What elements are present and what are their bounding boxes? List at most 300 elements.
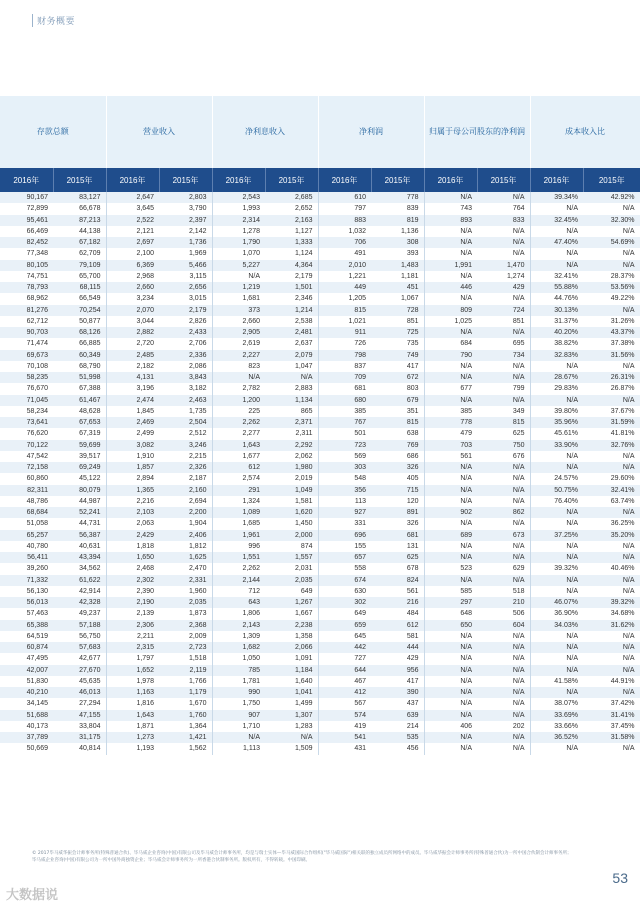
table-row <box>0 226 640 237</box>
table-row <box>0 372 640 383</box>
table-cell: 2,723 <box>159 642 212 653</box>
table-cell: 449 <box>318 282 371 293</box>
table-cell: 1,735 <box>159 406 212 417</box>
table-cell: N/A <box>530 226 583 237</box>
table-cell: 2,315 <box>106 642 159 653</box>
table-cell: N/A <box>477 743 530 754</box>
table-cell: 331 <box>318 518 371 529</box>
table-cell: 1,163 <box>106 687 159 698</box>
table-cell: 2,227 <box>212 350 265 361</box>
table-cell: 66,678 <box>53 203 106 214</box>
table-cell: 2,685 <box>265 192 318 203</box>
table-cell: 214 <box>371 721 424 732</box>
table-cell: 1,091 <box>265 653 318 664</box>
table-cell: 90,703 <box>0 327 53 338</box>
table-cell: 2,474 <box>106 395 159 406</box>
table-cell: N/A <box>583 305 640 316</box>
table-cell: 71,332 <box>0 575 53 586</box>
table-cell: N/A <box>424 687 477 698</box>
table-cell: 40,173 <box>0 721 53 732</box>
table-cell: N/A <box>530 518 583 529</box>
table-cell: 891 <box>371 507 424 518</box>
table-cell: 1,760 <box>159 710 212 721</box>
table-cell: 78,793 <box>0 282 53 293</box>
table-cell: 2,306 <box>106 620 159 631</box>
table-cell: 1,818 <box>106 541 159 552</box>
table-cell: 659 <box>318 620 371 631</box>
table-cell: 585 <box>424 586 477 597</box>
table-cell: 769 <box>371 440 424 451</box>
table-cell: 491 <box>318 248 371 259</box>
table-cell: 65,257 <box>0 530 53 541</box>
table-cell: 2,187 <box>159 473 212 484</box>
table-cell: 39.32% <box>583 597 640 608</box>
table-cell: 2,647 <box>106 192 159 203</box>
table-cell: 778 <box>424 417 477 428</box>
table-cell: N/A <box>424 226 477 237</box>
table-cell: 326 <box>371 462 424 473</box>
table-cell: 393 <box>371 248 424 259</box>
table-cell: 29.60% <box>583 473 640 484</box>
table-cell: 202 <box>477 721 530 732</box>
table-cell: 417 <box>371 361 424 372</box>
table-cell: N/A <box>477 676 530 687</box>
table-cell: 120 <box>371 496 424 507</box>
table-cell: 37,789 <box>0 732 53 743</box>
table-cell: N/A <box>583 361 640 372</box>
table-cell: 351 <box>371 406 424 417</box>
table-cell: N/A <box>424 676 477 687</box>
table-cell: N/A <box>583 260 640 271</box>
table-cell: 799 <box>477 383 530 394</box>
table-cell: 535 <box>371 732 424 743</box>
table-cell: 62,712 <box>0 316 53 327</box>
table-cell: 561 <box>424 451 477 462</box>
table-cell: 42,914 <box>53 586 106 597</box>
table-cell: N/A <box>530 462 583 473</box>
table-cell: 390 <box>371 687 424 698</box>
table-cell: 37.67% <box>583 406 640 417</box>
table-cell: 40,210 <box>0 687 53 698</box>
table-cell: 40,631 <box>53 541 106 552</box>
table-cell: 412 <box>318 687 371 698</box>
table-cell: 65,388 <box>0 620 53 631</box>
table-cell: 2,086 <box>159 361 212 372</box>
table-cell: N/A <box>265 732 318 743</box>
table-group-header-row <box>0 96 640 168</box>
table-row <box>0 507 640 518</box>
table-cell: 1,047 <box>265 361 318 372</box>
table-cell: 72,899 <box>0 203 53 214</box>
table-cell: 60,349 <box>53 350 106 361</box>
table-cell: 38.07% <box>530 698 583 709</box>
table-cell: 2,262 <box>212 563 265 574</box>
table-cell: 39.32% <box>530 563 583 574</box>
table-cell: N/A <box>477 710 530 721</box>
table-cell: N/A <box>424 743 477 754</box>
table-cell: N/A <box>424 462 477 473</box>
header-net-interest-income: 净利息收入 <box>212 96 318 168</box>
table-cell: 3,044 <box>106 316 159 327</box>
table-cell: 42,677 <box>53 653 106 664</box>
table-cell: 1,857 <box>106 462 159 473</box>
table-cell: 2,522 <box>106 215 159 226</box>
table-cell: 681 <box>371 530 424 541</box>
table-cell: 1,181 <box>371 271 424 282</box>
table-cell: 5,466 <box>159 260 212 271</box>
table-cell: 1,127 <box>265 226 318 237</box>
table-cell: 648 <box>424 608 477 619</box>
table-cell: 36.52% <box>530 732 583 743</box>
table-cell: 479 <box>424 428 477 439</box>
table-cell: N/A <box>530 743 583 754</box>
table-cell: 71,474 <box>0 338 53 349</box>
table-cell: 431 <box>318 743 371 754</box>
table-cell: N/A <box>583 248 640 259</box>
table-cell: 456 <box>371 743 424 754</box>
table-cell: N/A <box>477 485 530 496</box>
table-cell: 726 <box>318 338 371 349</box>
table-cell: 33,804 <box>53 721 106 732</box>
table-cell: 70,254 <box>53 305 106 316</box>
table-cell: N/A <box>583 575 640 586</box>
table-cell: 40.20% <box>530 327 583 338</box>
table-cell: 42.92% <box>583 192 640 203</box>
table-cell: 45,635 <box>53 676 106 687</box>
table-row <box>0 518 640 529</box>
table-cell: 83,127 <box>53 192 106 203</box>
table-cell: 3,196 <box>106 383 159 394</box>
table-cell: 1,750 <box>212 698 265 709</box>
table-cell: 71,045 <box>0 395 53 406</box>
table-row <box>0 192 640 203</box>
table-cell: N/A <box>530 395 583 406</box>
table-cell: 1,551 <box>212 552 265 563</box>
table-cell: 2,697 <box>106 237 159 248</box>
table-cell: 1,643 <box>106 710 159 721</box>
table-cell: N/A <box>530 653 583 664</box>
table-cell: 26.31% <box>583 372 640 383</box>
table-cell: 1,685 <box>212 518 265 529</box>
year-header: 2015年 <box>265 168 318 192</box>
table-cell: 68,126 <box>53 327 106 338</box>
watermark-logo: 大数据说 <box>6 888 59 903</box>
table-cell: 55.88% <box>530 282 583 293</box>
table-cell: N/A <box>477 361 530 372</box>
table-cell: 1,041 <box>265 687 318 698</box>
table-cell: 1,221 <box>318 271 371 282</box>
table-row <box>0 248 640 259</box>
table-cell: 2,163 <box>265 215 318 226</box>
table-cell: 32.30% <box>583 215 640 226</box>
table-cell: 2,883 <box>265 383 318 394</box>
table-cell: 2,706 <box>159 338 212 349</box>
table-cell: 46.07% <box>530 597 583 608</box>
table-cell: 80,105 <box>0 260 53 271</box>
table-cell: 1,961 <box>212 530 265 541</box>
table-cell: N/A <box>477 665 530 676</box>
table-cell: 1,089 <box>212 507 265 518</box>
table-cell: 1,365 <box>106 485 159 496</box>
table-cell: 41.81% <box>583 428 640 439</box>
table-cell: 63.74% <box>583 496 640 507</box>
table-cell: 749 <box>371 350 424 361</box>
table-cell: 2,100 <box>106 248 159 259</box>
table-cell: 1,845 <box>106 406 159 417</box>
table-cell: N/A <box>424 552 477 563</box>
table-cell: N/A <box>530 575 583 586</box>
table-cell: 750 <box>477 440 530 451</box>
table-cell: 1,625 <box>159 552 212 563</box>
table-cell: 1,136 <box>371 226 424 237</box>
table-cell: 561 <box>371 586 424 597</box>
table-cell: N/A <box>212 271 265 282</box>
table-cell: 728 <box>371 305 424 316</box>
table-cell: 451 <box>371 282 424 293</box>
table-row <box>0 293 640 304</box>
table-cell: 33.90% <box>530 440 583 451</box>
table-cell: 47.40% <box>530 237 583 248</box>
table-cell: 2,504 <box>159 417 212 428</box>
table-cell: 41.58% <box>530 676 583 687</box>
table-cell: 419 <box>318 721 371 732</box>
table-cell: 58,234 <box>0 406 53 417</box>
table-row <box>0 350 640 361</box>
table-cell: 734 <box>477 350 530 361</box>
table-cell: N/A <box>424 732 477 743</box>
table-cell: 837 <box>318 361 371 372</box>
table-cell: 803 <box>371 383 424 394</box>
table-row <box>0 496 640 507</box>
table-cell: 67,319 <box>53 428 106 439</box>
table-cell: 680 <box>318 395 371 406</box>
table-cell: N/A <box>424 698 477 709</box>
table-cell: 32.83% <box>530 350 583 361</box>
table-cell: 50,669 <box>0 743 53 754</box>
table-cell: 1,681 <box>212 293 265 304</box>
table-cell: 1,682 <box>212 642 265 653</box>
table-cell: 57,683 <box>53 642 106 653</box>
table-cell: 2,574 <box>212 473 265 484</box>
table-cell: 385 <box>424 406 477 417</box>
table-cell: 2,143 <box>212 620 265 631</box>
table-cell: 3,182 <box>159 383 212 394</box>
table-cell: 58,235 <box>0 372 53 383</box>
table-cell: 87,213 <box>53 215 106 226</box>
table-cell: 31.26% <box>583 316 640 327</box>
table-cell: N/A <box>477 473 530 484</box>
table-cell: 50,877 <box>53 316 106 327</box>
table-cell: 70,122 <box>0 440 53 451</box>
table-cell: 1,219 <box>212 282 265 293</box>
table-cell: 34.68% <box>583 608 640 619</box>
table-cell: 1,978 <box>106 676 159 687</box>
year-header: 2015年 <box>53 168 106 192</box>
table-cell: 35.96% <box>530 417 583 428</box>
table-cell: 1,643 <box>212 440 265 451</box>
table-cell: 2,066 <box>265 642 318 653</box>
table-cell: 49,237 <box>53 608 106 619</box>
table-cell: 1,205 <box>318 293 371 304</box>
table-cell: 349 <box>477 406 530 417</box>
table-cell: 629 <box>477 563 530 574</box>
table-cell: 865 <box>265 406 318 417</box>
table-cell: 1,620 <box>265 507 318 518</box>
table-cell: 40.46% <box>583 563 640 574</box>
table-cell: 625 <box>477 428 530 439</box>
table-cell: 1,677 <box>212 451 265 462</box>
table-cell: 644 <box>318 665 371 676</box>
table-row <box>0 406 640 417</box>
table-cell: 37.42% <box>583 698 640 709</box>
table-row <box>0 237 640 248</box>
table-cell: 2,538 <box>265 316 318 327</box>
table-row <box>0 608 640 619</box>
table-cell: 723 <box>318 440 371 451</box>
table-cell: 1,200 <box>212 395 265 406</box>
table-cell: N/A <box>583 451 640 462</box>
table-cell: N/A <box>424 631 477 642</box>
table-cell: 1,283 <box>265 721 318 732</box>
table-cell: N/A <box>424 248 477 259</box>
table-body <box>0 192 640 755</box>
table-cell: 1,032 <box>318 226 371 237</box>
financial-table-container <box>0 96 640 755</box>
table-cell: 56,013 <box>0 597 53 608</box>
table-cell: 501 <box>318 428 371 439</box>
table-cell: 70,108 <box>0 361 53 372</box>
year-header: 2016年 <box>318 168 371 192</box>
table-cell: 36.90% <box>530 608 583 619</box>
table-cell: 712 <box>212 586 265 597</box>
table-cell: 1,324 <box>212 496 265 507</box>
table-cell: N/A <box>212 732 265 743</box>
table-cell: 639 <box>371 710 424 721</box>
table-cell: 467 <box>318 676 371 687</box>
table-cell: N/A <box>424 485 477 496</box>
table-cell: 3,246 <box>159 440 212 451</box>
table-cell: 2,720 <box>106 338 159 349</box>
table-cell: 2,336 <box>159 350 212 361</box>
table-cell: N/A <box>424 653 477 664</box>
table-cell: 2,035 <box>159 597 212 608</box>
table-cell: 51,830 <box>0 676 53 687</box>
table-cell: N/A <box>424 395 477 406</box>
table-cell: 113 <box>318 496 371 507</box>
table-cell: N/A <box>583 631 640 642</box>
table-cell: 902 <box>424 507 477 518</box>
table-cell: N/A <box>583 743 640 754</box>
table-row <box>0 485 640 496</box>
table-cell: 225 <box>212 406 265 417</box>
table-cell: 1,781 <box>212 676 265 687</box>
table-row <box>0 620 640 631</box>
table-cell: 484 <box>371 608 424 619</box>
table-cell: N/A <box>477 575 530 586</box>
table-cell: 1,193 <box>106 743 159 754</box>
table-cell: 1,179 <box>159 687 212 698</box>
table-cell: 34,145 <box>0 698 53 709</box>
table-cell: 1,025 <box>424 316 477 327</box>
table-cell: 34,562 <box>53 563 106 574</box>
table-cell: 53.56% <box>583 282 640 293</box>
table-cell: 2,292 <box>265 440 318 451</box>
table-cell: 824 <box>371 575 424 586</box>
table-cell: N/A <box>424 293 477 304</box>
table-cell: 1,184 <box>265 665 318 676</box>
table-cell: 1,364 <box>159 721 212 732</box>
table-cell: 3,082 <box>106 440 159 451</box>
table-cell: 569 <box>318 451 371 462</box>
table-cell: 839 <box>371 203 424 214</box>
table-cell: N/A <box>583 552 640 563</box>
table-cell: 2,179 <box>159 305 212 316</box>
table-cell: N/A <box>424 361 477 372</box>
table-cell: N/A <box>424 327 477 338</box>
table-row <box>0 631 640 642</box>
table-cell: 725 <box>371 327 424 338</box>
table-cell: N/A <box>530 631 583 642</box>
table-row <box>0 597 640 608</box>
table-cell: 638 <box>371 428 424 439</box>
table-row <box>0 586 640 597</box>
table-cell: 819 <box>371 215 424 226</box>
table-cell: 48,628 <box>53 406 106 417</box>
table-cell: 1,470 <box>477 260 530 271</box>
table-cell: N/A <box>530 203 583 214</box>
table-cell: N/A <box>583 642 640 653</box>
table-cell: N/A <box>477 192 530 203</box>
table-cell: N/A <box>583 395 640 406</box>
table-cell: 1,134 <box>265 395 318 406</box>
table-cell: 69,249 <box>53 462 106 473</box>
table-cell: 2,968 <box>106 271 159 282</box>
table-cell: 442 <box>318 642 371 653</box>
table-cell: 2,070 <box>106 305 159 316</box>
table-cell: 696 <box>318 530 371 541</box>
table-cell: 764 <box>477 203 530 214</box>
table-cell: 39.34% <box>530 192 583 203</box>
table-cell: N/A <box>477 496 530 507</box>
page-number: 53 <box>612 870 628 886</box>
table-cell: N/A <box>424 665 477 676</box>
table-cell: N/A <box>265 372 318 383</box>
table-cell: 689 <box>424 530 477 541</box>
table-cell: 581 <box>371 631 424 642</box>
table-cell: N/A <box>477 642 530 653</box>
table-cell: 59,699 <box>53 440 106 451</box>
table-row <box>0 383 640 394</box>
table-cell: 308 <box>371 237 424 248</box>
table-cell: 798 <box>318 350 371 361</box>
table-cell: 68,684 <box>0 507 53 518</box>
table-row <box>0 721 640 732</box>
table-cell: 2,311 <box>265 428 318 439</box>
table-cell: 417 <box>371 676 424 687</box>
table-cell: N/A <box>530 260 583 271</box>
table-row <box>0 282 640 293</box>
table-cell: 2,371 <box>265 417 318 428</box>
table-cell: 42,007 <box>0 665 53 676</box>
year-header: 2016年 <box>424 168 477 192</box>
table-row <box>0 428 640 439</box>
table-cell: 31,175 <box>53 732 106 743</box>
table-cell: 2,215 <box>159 451 212 462</box>
table-cell: 80,079 <box>53 485 106 496</box>
table-cell: 2,103 <box>106 507 159 518</box>
table-row <box>0 327 640 338</box>
table-cell: 907 <box>212 710 265 721</box>
